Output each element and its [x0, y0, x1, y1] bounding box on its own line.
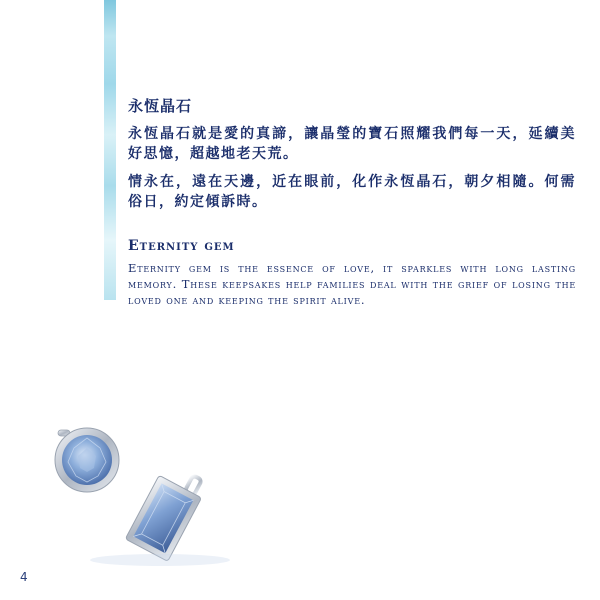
- text-content: [128, 95, 576, 308]
- english-heading: Eternity gem: [128, 238, 235, 254]
- decorative-side-bar: [104, 0, 116, 300]
- round-gem-pendant: [55, 428, 119, 492]
- chinese-heading: 永恆晶石: [128, 97, 193, 115]
- page-number: 4: [20, 570, 28, 584]
- chinese-paragraph-1: 永恆晶石就是愛的真諦，讓晶瑩的寶石照耀我們每一天，延續美好思憶，超越地老天荒。: [128, 126, 576, 162]
- english-paragraph: Eternity gem is the essence of love, it sparkles with long lasting memory. These keepsakes help families deal with the grief of losing the loved one and keeping the spirit alive.: [128, 261, 576, 307]
- rectangular-gem-pendant: [125, 461, 209, 561]
- chinese-paragraph-2: 情永在，遠在天邊，近在眼前，化作永恆晶石，朝夕相隨。何需俗日，約定傾訴時。: [128, 174, 576, 210]
- gem-pendant-icon: [40, 420, 240, 570]
